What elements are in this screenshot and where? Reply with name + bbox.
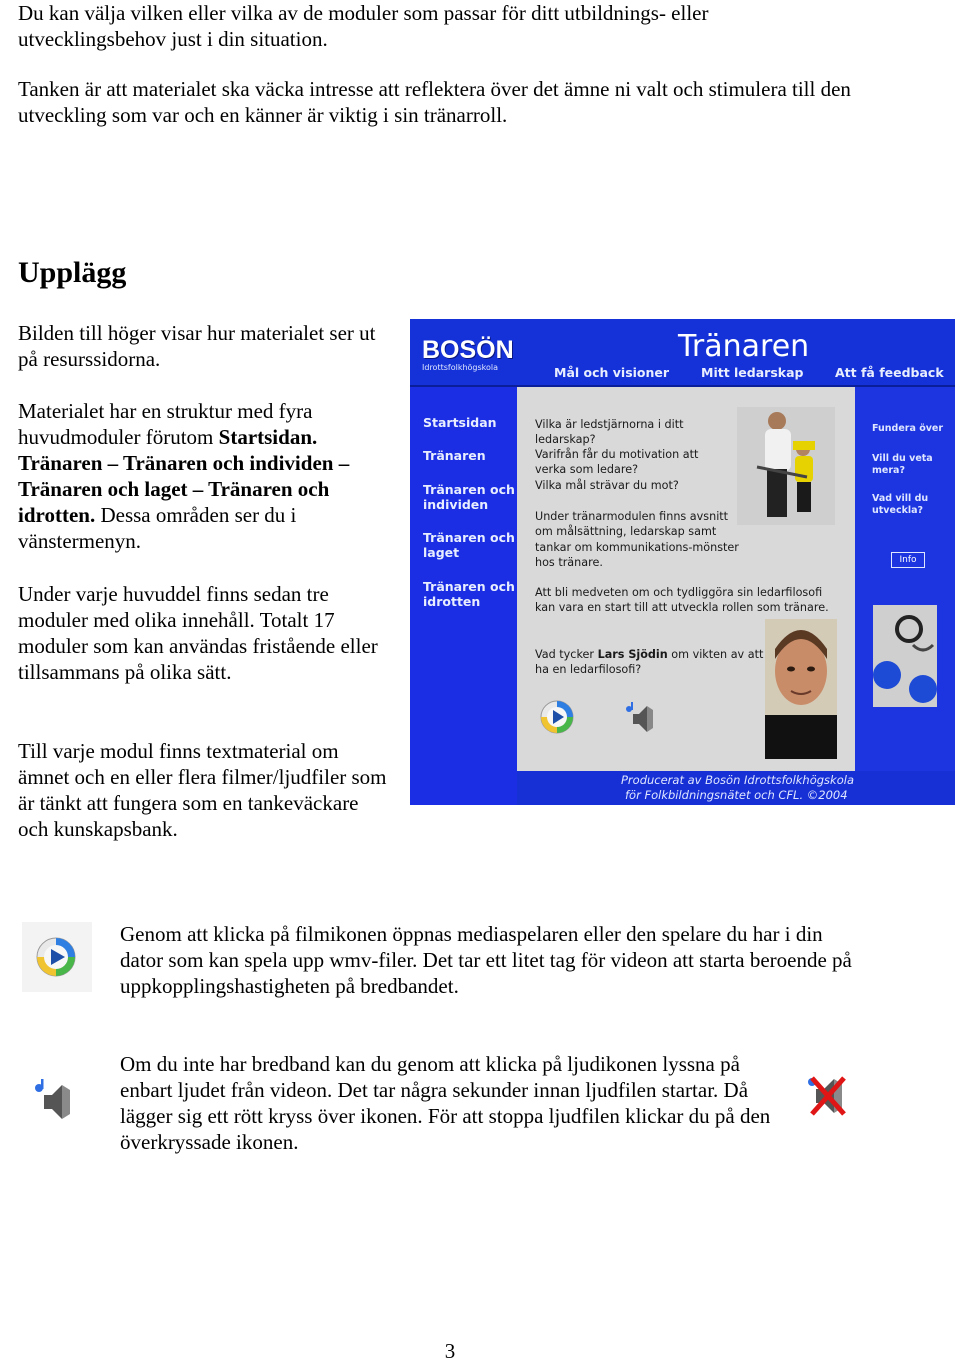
content-text-1: Under tränarmodulen finns avsnitt om målsättning, ledarskap samt tankar om kommunikations-mönster hos tränare. <box>535 510 739 570</box>
audio-explanation: Om du inte har bredband kan du genom att klicka på ljudikonen lyssna på enbart ljudet från videon. Det tar några sekunder innan ljudfilen startar. Då lägger sig ett rött kryss över ikonen. För att stoppa ljudfilen klickar du på den överkryssade ikonen. <box>120 1052 771 1154</box>
leftnav-item-individen[interactable]: Tränaren och individen <box>423 482 515 512</box>
leftnav-item-tranaren[interactable]: Tränaren <box>423 448 486 463</box>
content-text-3: Vad tycker Lars Sjödin om vikten av att ha en ledarfilosofi? <box>535 648 764 677</box>
intro-paragraph-1: Du kan välja vilken eller vilka av de moduler som passar för ditt utbildnings- eller utvecklingsbehov just i din situation. <box>18 1 709 51</box>
site-footer <box>517 771 955 805</box>
leftnav-item-laget[interactable]: Tränaren och laget <box>423 530 515 560</box>
question-1: Vilka är ledstjärnorna i ditt ledarskap? <box>535 418 684 447</box>
film-explanation: Genom att klicka på filmikonen öppnas mediaspelaren eller den spelare du har i din dator som kan spela upp wmv-filer. Det tar ett litet tag för videon att starta beroende på uppkopplingshastigheten på bredbandet. <box>120 922 852 998</box>
site-content <box>517 387 855 771</box>
film-icon-large <box>22 922 92 992</box>
coach-photo <box>737 407 835 525</box>
site-left-menu <box>410 387 517 805</box>
equipment-photo <box>873 605 937 707</box>
audio-crossed-icon <box>804 1072 852 1120</box>
info-button[interactable]: Info <box>891 552 925 568</box>
footer-line-2: för Folkbildningsnätet och CFL. ©2004 <box>625 788 848 802</box>
intro-paragraph-2: Tanken är att materialet ska väcka intresse att reflektera över det ämne ni valt och stimulera till den utveckling som var och en känner är viktig i sin tränarroll. <box>18 77 851 127</box>
page-number: 3 <box>444 1339 456 1363</box>
site-right-panel <box>855 387 955 771</box>
footer-line-1: Producerat av Bosön Idrottsfolkhögskola <box>621 773 854 787</box>
leftnav-item-startsidan[interactable]: Startsidan <box>423 415 497 430</box>
topnav-item-feedback[interactable]: Att få feedback <box>835 365 944 380</box>
section-paragraph-1: Bilden till höger visar hur materialet ser ut på resurssidorna. <box>18 321 376 371</box>
site-title: Tränaren <box>678 329 810 364</box>
topnav-item-mal[interactable]: Mål och visioner <box>554 365 670 380</box>
section-paragraph-2: Materialet har en struktur med fyra huvudmoduler förutom Startsidan. Tränaren – Tränaren och individen – Tränaren och laget – Tränaren och idrotten. Dessa områden ser du i vänstermenyn. <box>18 399 350 553</box>
right-link-utveckla[interactable]: Vad vill du utveckla? <box>872 493 929 516</box>
film-icon[interactable] <box>539 699 575 735</box>
module-names: Startsidan. Tränaren – Tränaren och individen – Tränaren och laget – Tränaren och idrotten. <box>18 425 350 527</box>
question-3: Vilka mål strävar du mot? <box>535 479 679 492</box>
question-2: Varifrån får du motivation att verka som ledare? <box>535 448 699 477</box>
portrait-photo <box>765 619 837 759</box>
site-header <box>410 319 955 387</box>
topnav-item-ledarskap[interactable]: Mitt ledarskap <box>701 365 804 380</box>
section-paragraph-4: Till varje modul finns textmaterial om ämnet och en eller flera filmer/ljudfiler som är tänkt att fungera som en tankeväckare och kunskapsbank. <box>18 739 387 841</box>
site-screenshot <box>410 319 955 805</box>
right-link-fundera[interactable]: Fundera över <box>872 423 944 434</box>
leftnav-item-idrotten[interactable]: Tränaren och idrotten <box>423 579 515 609</box>
right-link-veta-mera[interactable]: Vill du veta mera? <box>872 453 933 476</box>
section-heading: Upplägg <box>18 256 127 289</box>
audio-icon[interactable] <box>621 699 661 739</box>
content-text-2: Att bli medveten om och tydliggöra sin ledarfilosofi kan vara en start till att utveckla rollen som tränare. <box>535 586 829 615</box>
section-paragraph-3: Under varje huvuddel finns sedan tre moduler med olika innehåll. Totalt 17 moduler som kan användas fristående eller tillsammans på olika sätt. <box>18 582 378 684</box>
bosön-logo: BOSÖN Idrottsfolkhögskola <box>422 336 514 372</box>
audio-icon-large <box>30 1076 80 1126</box>
